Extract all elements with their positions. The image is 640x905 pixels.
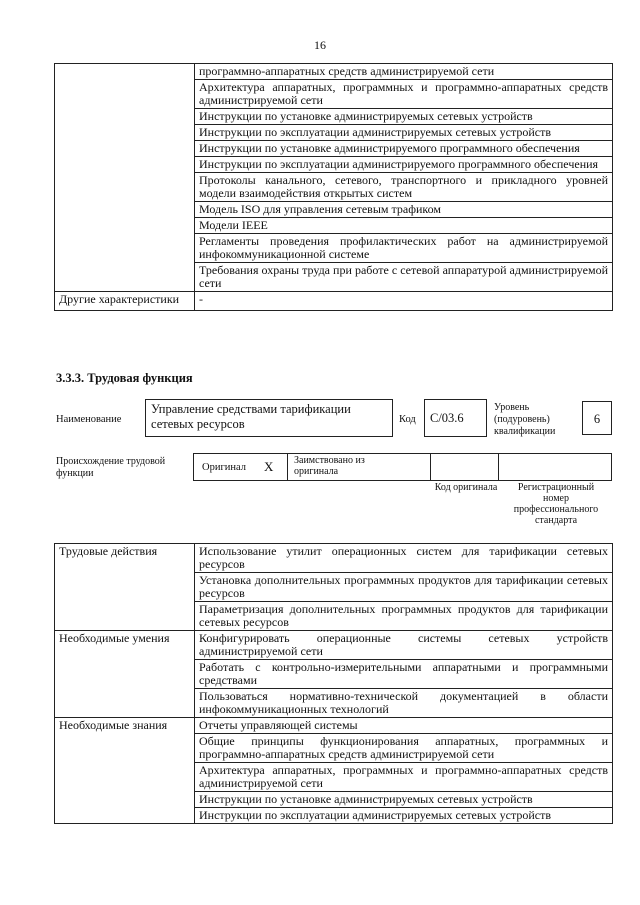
original-mark: X bbox=[264, 459, 274, 474]
code-label: Код bbox=[399, 414, 416, 425]
code-value-box: С/03.6 bbox=[424, 399, 487, 437]
table-row: Инструкции по установке администрируемого программного обеспечения bbox=[195, 141, 613, 157]
page-number: 16 bbox=[314, 38, 326, 52]
borrowed-label: Заимствовано из оригинала bbox=[294, 455, 365, 477]
table-row: Пользоваться нормативно-технической документацией в области инфокоммуникационных технологий bbox=[195, 689, 613, 718]
top-knowledge-table bbox=[54, 63, 613, 311]
table-row: Работать с контрольно-измерительными аппаратными и программными средствами bbox=[195, 660, 613, 689]
table-row: Регламенты проведения профилактических работ на администрируемой инфокоммуникационной системе bbox=[195, 234, 613, 263]
labor-function-table bbox=[54, 543, 613, 824]
table-row: Параметризация дополнительных программных продуктов для тарификации сетевых ресурсов bbox=[195, 602, 613, 631]
table-row: Отчеты управляющей системы bbox=[195, 718, 613, 734]
registration-number-caption: Регистрационный номер профессионального стандарта bbox=[513, 482, 599, 526]
function-name-box: Управление средствами тарификации сетевых ресурсов bbox=[145, 399, 393, 437]
table-row: Использование утилит операционных систем для тарификации сетевых ресурсов bbox=[195, 544, 613, 573]
section-heading: 3.3.3. Трудовая функция bbox=[56, 371, 193, 385]
origin-row bbox=[193, 453, 612, 481]
level-value-box: 6 bbox=[582, 401, 612, 435]
table-row: Конфигурировать операционные системы сетевых устройств администрируемой сети bbox=[195, 631, 613, 660]
knowledge-label: Необходимые знания bbox=[55, 718, 195, 824]
origin-label: Происхождение трудовой функции bbox=[56, 456, 166, 479]
table-row: программно-аппаратных средств администрируемой сети bbox=[195, 64, 613, 80]
table-row: Требования охраны труда при работе с сетевой аппаратурой администрируемой сети bbox=[195, 263, 613, 292]
original-code-caption: Код оригинала bbox=[434, 482, 498, 493]
other-characteristics-label: Другие характеристики bbox=[55, 292, 195, 311]
empty-label-cell bbox=[55, 64, 195, 292]
name-label: Наименование bbox=[56, 414, 122, 425]
table-row: Установка дополнительных программных продуктов для тарификации сетевых ресурсов bbox=[195, 573, 613, 602]
table-row: Инструкции по эксплуатации администрируемых сетевых устройств bbox=[195, 808, 613, 824]
table-row: Инструкции по установке администрируемых сетевых устройств bbox=[195, 109, 613, 125]
labor-actions-label: Трудовые действия bbox=[55, 544, 195, 631]
table-row: Инструкции по эксплуатации администрируемого программного обеспечения bbox=[195, 157, 613, 173]
table-row: Архитектура аппаратных, программных и программно-аппаратных средств администрируемой сети bbox=[195, 763, 613, 792]
table-row: Модели IEEE bbox=[195, 218, 613, 234]
table-row: Инструкции по установке администрируемых сетевых устройств bbox=[195, 792, 613, 808]
table-row: Инструкции по эксплуатации администрируемых сетевых устройств bbox=[195, 125, 613, 141]
skills-label: Необходимые умения bbox=[55, 631, 195, 718]
original-label: Оригинал bbox=[202, 462, 246, 473]
level-label: Уровень (подуровень) квалификации bbox=[494, 402, 556, 437]
table-row: Архитектура аппаратных, программных и программно-аппаратных средств администрируемой сети bbox=[195, 80, 613, 109]
table-row: Модель ISO для управления сетевым трафиком bbox=[195, 202, 613, 218]
table-row: Общие принципы функционирования аппаратных, программных и программно-аппаратных средств администрируемой сети bbox=[195, 734, 613, 763]
other-characteristics-value: - bbox=[195, 292, 613, 311]
table-row: Протоколы канального, сетевого, транспортного и прикладного уровней модели взаимодействия открытых систем bbox=[195, 173, 613, 202]
